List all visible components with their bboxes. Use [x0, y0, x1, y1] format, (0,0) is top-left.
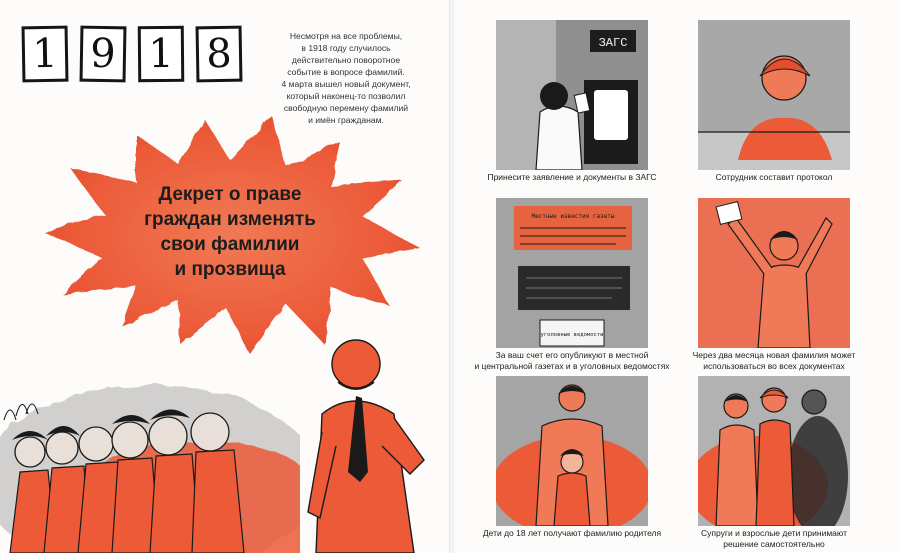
zags-sign: ЗАГС [598, 36, 628, 50]
speaker-illustration [298, 322, 448, 553]
comic-panel-6 [698, 376, 850, 549]
decree-line: Декрет о праве [158, 184, 302, 205]
year-digit-4: 8 [196, 26, 243, 83]
intro-line: действительно поворотное [291, 55, 401, 65]
panel-1-art [496, 20, 648, 170]
parent-child-illustration [496, 376, 648, 526]
caption-line: За ваш счет его опубликуют в местной [495, 350, 649, 360]
comic-panel-1 [487, 20, 657, 183]
panel-4-art [698, 198, 850, 348]
intro-line: который наконец-то позволил [286, 91, 406, 101]
year-digit-2: 9 [80, 26, 127, 83]
panel-3-art [496, 198, 648, 348]
page-gutter [449, 0, 454, 553]
comic-panel-5 [482, 376, 662, 539]
comic-panel-3 [474, 198, 670, 371]
caption-line: Дети до 18 лет получают фамилию родителя [482, 528, 662, 538]
panel-1-caption [476, 172, 668, 183]
intro-line: и имён гражданам. [308, 115, 384, 125]
caption-line: Принесите заявление и документы в ЗАГС [487, 172, 657, 182]
comic-panel-2 [698, 20, 850, 183]
intro-line: свободную перемену фамилий [283, 103, 409, 113]
crowd-illustration [0, 360, 300, 553]
panel-5-caption [476, 528, 668, 539]
panel-4-caption [668, 350, 880, 371]
decree-line: и прозвища [174, 259, 286, 280]
newspaper-headline: Местные известия газеты [531, 213, 615, 220]
caption-line: Супруги и взрослые дети принимают [701, 528, 847, 538]
family-illustration [698, 376, 850, 526]
zags-office-illustration [496, 20, 648, 170]
caption-line: Через два месяца новая фамилия может [692, 350, 856, 360]
panel-6-caption [678, 528, 870, 549]
caption-line: решение самостоятельно [723, 538, 825, 549]
year-digit-1: 1 [22, 26, 69, 83]
panel-5-art [496, 376, 648, 526]
intro-line: в 1918 году случилось [301, 43, 391, 53]
decree-title [110, 182, 350, 282]
year-boxes [22, 26, 242, 82]
caption-line: использоваться во всех документах [703, 360, 845, 371]
panel-2-caption [698, 172, 850, 183]
intro-line: событие в вопросе фамилий. [287, 67, 405, 77]
caption-line: Сотрудник составит протокол [715, 172, 833, 182]
decree-line: граждан изменять [144, 209, 316, 230]
clerk-illustration [698, 20, 850, 170]
panel-6-art [698, 376, 850, 526]
intro-line: Несмотря на все проблемы, [289, 31, 403, 41]
newspaper-illustration [496, 198, 648, 348]
man-with-document-illustration [698, 198, 850, 348]
panel-3-caption [466, 350, 678, 371]
intro-line: 4 марта вышел новый документ, [281, 79, 411, 89]
comic-panel-4 [692, 198, 856, 371]
decree-line: свои фамилии [160, 234, 300, 255]
bulletin-label: уголовные ведомости [540, 332, 604, 338]
panel-2-art [698, 20, 850, 170]
caption-line: и центральной газетах и в уголовных ведомостях [474, 360, 670, 371]
year-digit-3: 1 [138, 26, 184, 82]
